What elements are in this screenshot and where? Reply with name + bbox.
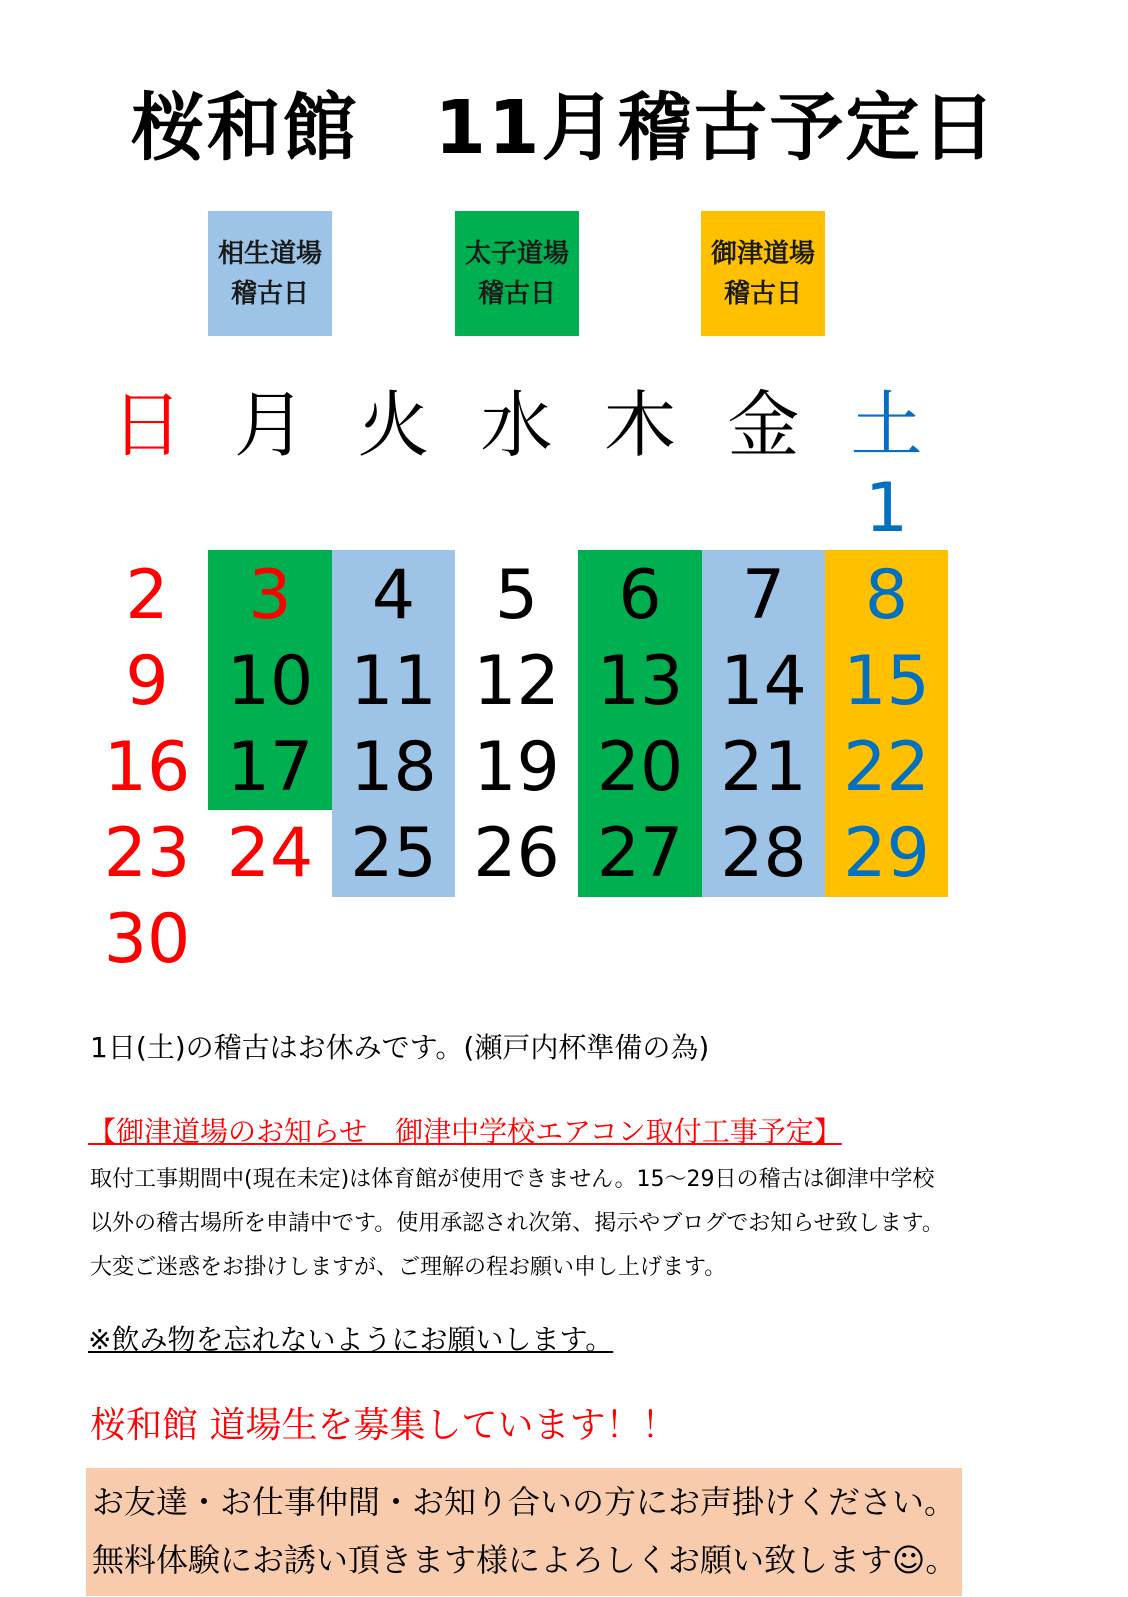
day-7: 7 [741, 556, 786, 635]
recruit-heading: 桜和館 道場生を募集しています！！ [90, 1405, 678, 1446]
notice-line-3: 大変ご迷惑をお掛けしますが、ご理解の程お願い申し上げます。 [90, 1255, 727, 1280]
day-30: 30 [103, 900, 191, 979]
page-title: 桜和館 11月稽古予定日 [130, 85, 998, 171]
day-15: 15 [843, 642, 930, 721]
day-22: 22 [843, 728, 930, 807]
calendar [86, 380, 966, 1000]
day-27: 27 [596, 814, 684, 893]
drink-note: ※飲み物を忘れないようにお願いします。 [88, 1323, 614, 1356]
day-23: 23 [103, 814, 191, 893]
day-25: 25 [350, 814, 437, 893]
day-24: 24 [226, 814, 314, 893]
legend-aioi-line1: 相生道場 [217, 238, 322, 269]
day-5: 5 [494, 556, 539, 635]
day-2: 2 [125, 556, 169, 635]
day-19: 19 [473, 728, 560, 807]
day-8: 8 [864, 556, 909, 635]
day-16: 16 [103, 728, 191, 807]
weekday-mon: 月 [233, 383, 306, 467]
legend-mitsu-line2: 稽古日 [723, 278, 802, 309]
legend-taishi-line2: 稽古日 [477, 278, 556, 309]
day-13: 13 [596, 642, 684, 721]
day-14: 14 [720, 642, 807, 721]
notice-heading: 【御津道場のお知らせ 御津中学校エアコン取付工事予定】 [88, 1115, 842, 1148]
day-26: 26 [473, 814, 560, 893]
day-29: 29 [843, 814, 930, 893]
notice-line-2: 以外の稽古場所を申請中です。使用承認され次第、掲示やブログでお知らせ致します。 [90, 1211, 944, 1236]
day-9: 9 [125, 642, 169, 721]
weekday-thu: 木 [603, 383, 676, 467]
legend-taishi [455, 211, 579, 336]
day-17: 17 [226, 728, 314, 807]
legend-mitsu-line1: 御津道場 [710, 238, 815, 269]
legend-mitsu [701, 211, 825, 336]
weekday-sat: 土 [850, 383, 923, 467]
day-20: 20 [596, 728, 684, 807]
weekday-tue: 火 [357, 383, 430, 467]
weekday-fri: 金 [727, 383, 800, 467]
recruit-line-2: 無料体験にお誘い頂きます様によろしくお願い致します☺。 [92, 1541, 958, 1579]
day-1: 1 [864, 469, 909, 548]
legend-aioi [208, 211, 332, 336]
legend-aioi-line2: 稽古日 [230, 278, 309, 309]
day-12: 12 [473, 642, 560, 721]
note-holiday: 1日(土)の稽古はお休みです。(瀬戸内杯準備の為) [90, 1031, 710, 1064]
recruit-line-1: お友達・お仕事仲間・お知り合いの方にお声掛けください。 [92, 1483, 957, 1521]
day-28: 28 [720, 814, 807, 893]
day-21: 21 [720, 728, 807, 807]
weekday-sun: 日 [110, 383, 183, 467]
weekday-wed: 水 [480, 383, 553, 467]
day-4: 4 [371, 556, 416, 635]
day-10: 10 [226, 642, 314, 721]
day-18: 18 [350, 728, 437, 807]
notice-line-1: 取付工事期間中(現在未定)は体育館が使用できません。15～29日の稽古は御津中学校 [90, 1167, 935, 1192]
day-3: 3 [248, 556, 292, 635]
day-11: 11 [350, 642, 437, 721]
day-6: 6 [618, 556, 662, 635]
legend-taishi-line1: 太子道場 [464, 238, 569, 269]
